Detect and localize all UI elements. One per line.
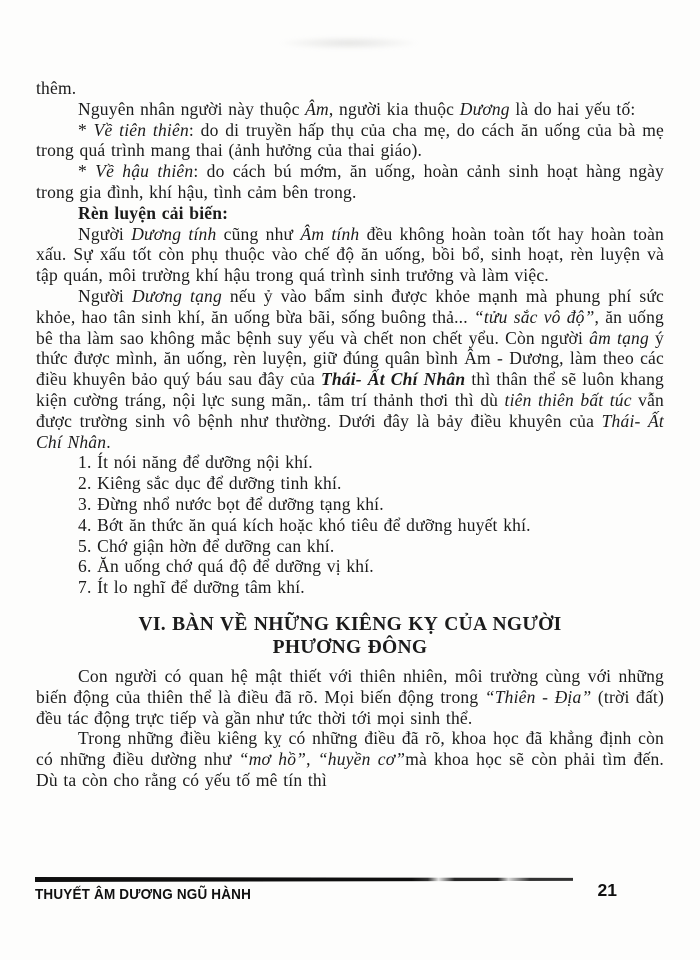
- text-segment: Nguyên nhân người này thuộc: [78, 98, 306, 119]
- text-segment: *: [78, 161, 96, 182]
- section-heading-line1: VI. BÀN VỀ NHỮNG KIÊNG KỴ CỦA NGƯỜI: [138, 613, 562, 635]
- text-segment: vẫn được trường sinh vô bệnh như thường. Dưới đây là bảy điều khuyên của: [36, 389, 665, 431]
- footer-rule: [35, 877, 573, 882]
- text-segment: 7. Ít lo nghĩ để dưỡng tâm khí.: [78, 577, 305, 598]
- text-segment: 1. Ít nói năng để dưỡng nội khí.: [78, 452, 313, 473]
- text-segment: Con người có quan hệ mật thiết với thiên nhiên, môi trường cùng với những biến động của thiên thể là điều đã rõ. Mọi biến động trong: [36, 665, 664, 707]
- paragraph: [36, 161, 664, 203]
- text-segment: thêm.: [36, 78, 77, 98]
- text-segment: Về hậu thiên: [95, 161, 194, 182]
- body-bottom: [36, 666, 664, 791]
- text-segment: đều không hoàn toàn tốt hay hoàn toàn xấu. Sự xấu tốt còn phụ thuộc vào chế độ ăn uống, bồi bổ, sinh hoạt, rèn luyện và tập quán, môi trường khí hậu trong quá trình sinh trưởng và làm việc.: [36, 223, 664, 286]
- paragraph: [36, 666, 664, 728]
- list-item: [36, 452, 664, 473]
- text-segment: Âm: [305, 98, 329, 119]
- text-segment: ý thức được mình, ăn uống, rèn luyện, giữ đúng quân bình Âm - Dương, làm theo các điều khuyên bảo quý báu sau đây của: [36, 327, 664, 390]
- text-segment: , người kia thuộc: [328, 98, 460, 119]
- page-body: [36, 78, 664, 791]
- text-segment: Âm tính: [300, 223, 360, 244]
- text-segment: “Thiên - Địa”: [484, 686, 592, 707]
- text-segment: Trong những điều kiêng kỵ có những điều đã rõ, khoa học đã khẳng định còn có những điều dường như: [36, 728, 664, 770]
- paragraph: [36, 286, 664, 452]
- text-segment: Thái- Ất Chí Nhân: [36, 410, 664, 452]
- paragraph: [36, 203, 664, 224]
- text-segment: tiên thiên bất túc: [504, 389, 632, 410]
- list-item: [36, 515, 664, 536]
- list-item: [36, 577, 664, 598]
- text-segment: Về tiên thiên: [93, 119, 189, 140]
- paragraph: [36, 728, 664, 790]
- text-segment: 2. Kiêng sắc dục để dưỡng tinh khí.: [78, 473, 342, 494]
- text-segment: .: [106, 431, 111, 452]
- list-item: [36, 473, 664, 494]
- running-footer-title: THUYẾT ÂM DƯƠNG NGŨ HÀNH: [35, 886, 252, 903]
- text-segment: : do cách bú mớm, ăn uống, hoàn cảnh sinh hoạt hàng ngày trong gia đình, khí hậu, tình cảm bên trong.: [36, 161, 664, 202]
- text-segment: (trời đất) đều tác động trực tiếp và gần như tức thời tới mọi sinh thể.: [36, 686, 665, 728]
- text-segment: Dương: [459, 98, 510, 119]
- list-item: [36, 536, 664, 557]
- text-segment: , ăn uống bê tha làm sao không mắc bệnh suy yếu và chết non chết yểu. Còn người: [36, 306, 665, 348]
- page-number: 21: [597, 880, 617, 900]
- text-segment: Dương tạng: [132, 285, 222, 306]
- text-segment: “tửu sắc vô độ”: [473, 306, 595, 327]
- section-heading-line2: PHƯƠNG ĐÔNG: [272, 636, 428, 658]
- text-segment: âm tạng: [589, 327, 649, 348]
- text-segment: 6. Ăn uống chớ quá độ để dưỡng vị khí.: [78, 556, 374, 577]
- paragraph: [36, 224, 664, 286]
- text-segment: ,: [306, 749, 318, 770]
- text-segment: “huyền cơ”: [317, 749, 406, 770]
- text-segment: 4. Bớt ăn thức ăn quá kích hoặc khó tiêu để dưỡng huyết khí.: [78, 514, 531, 535]
- text-segment: : do di truyền hấp thụ của cha mẹ, do cách ăn uống của bà mẹ trong quá trình mang thai (ảnh hưởng của thai giáo).: [36, 119, 665, 161]
- paragraph: [36, 99, 664, 120]
- text-segment: nếu ỷ vào bẩm sinh được khỏe mạnh mà phung phí sức khỏe, hao tân sinh khí, ăn uống bừa bãi, sống buông thả...: [36, 285, 664, 327]
- text-segment: thì thân thể sẽ luôn khang kiện cường tráng, nội lực sung mãn,. tâm trí thảnh thơi thì dù: [36, 369, 664, 410]
- text-segment: 3. Đừng nhổ nước bọt để dưỡng tạng khí.: [78, 493, 384, 514]
- body-top: [36, 78, 664, 598]
- text-segment: là do hai yếu tố:: [509, 98, 636, 119]
- text-segment: Dương tính: [131, 223, 217, 244]
- paragraph: [36, 78, 664, 99]
- section-heading: [36, 613, 664, 659]
- text-segment: cũng như: [216, 223, 301, 244]
- text-segment: Người: [78, 223, 132, 244]
- list-item: [36, 556, 664, 577]
- text-segment: mà khoa học sẽ còn phải tìm đến. Dù ta còn cho rằng có yếu tố mê tín thì: [36, 749, 665, 790]
- text-segment: *: [78, 119, 94, 140]
- text-segment: 5. Chớ giận hờn để dưỡng can khí.: [78, 535, 335, 556]
- text-segment: Thái- Ất Chí Nhân: [320, 369, 466, 390]
- text-segment: Người: [78, 285, 132, 306]
- paragraph: [36, 120, 664, 162]
- text-segment: “mơ hồ”: [238, 749, 307, 770]
- scan-smudge-artifact: [278, 36, 420, 50]
- list-item: [36, 494, 664, 515]
- text-segment: Rèn luyện cải biến:: [78, 202, 229, 223]
